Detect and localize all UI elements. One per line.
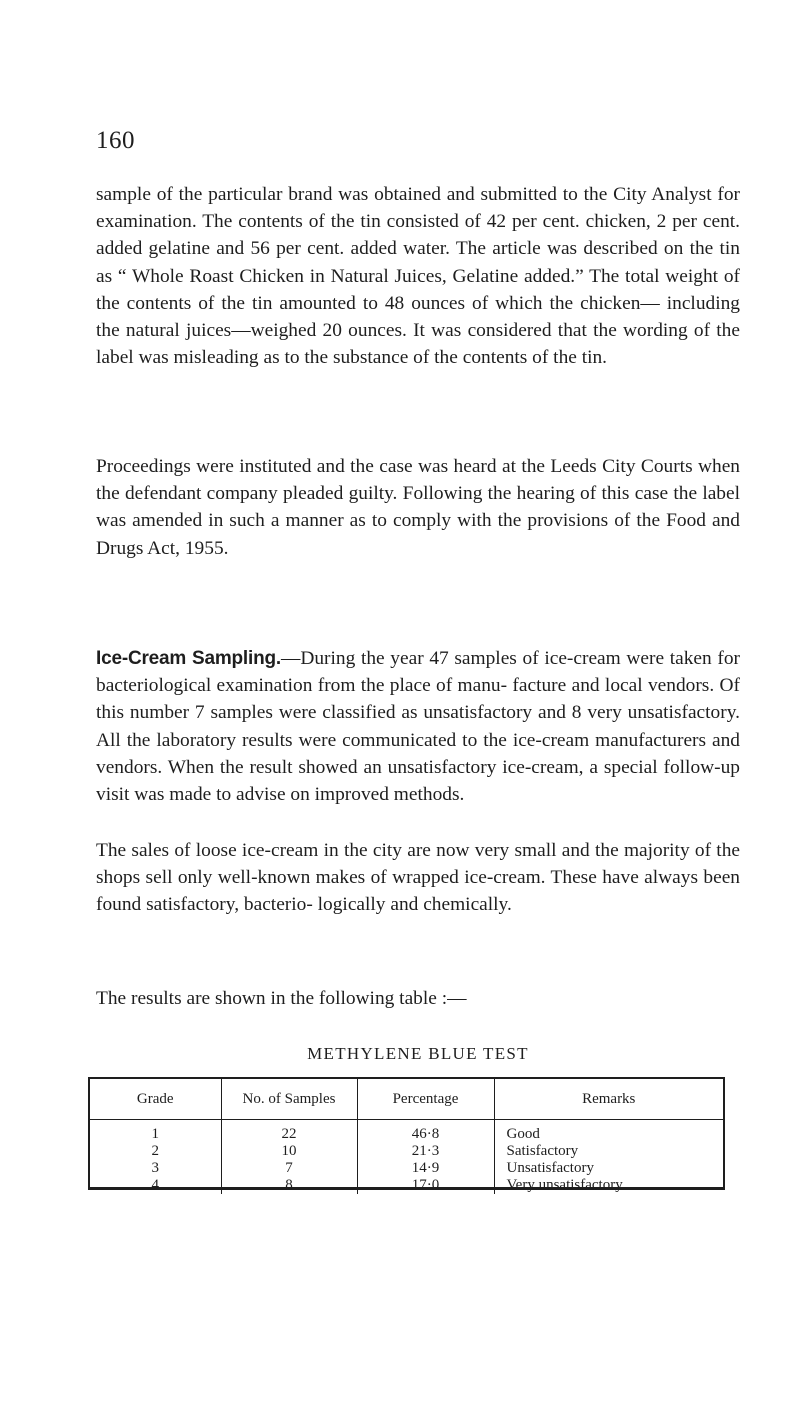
cell-grade: 1 bbox=[151, 1126, 159, 1142]
cell-samples: 22 bbox=[221, 1120, 357, 1144]
table-row bbox=[90, 1143, 723, 1160]
table-row bbox=[90, 1160, 723, 1177]
column-header-samples: No. of Samples bbox=[221, 1079, 357, 1120]
cell-grade: 3 bbox=[151, 1160, 159, 1176]
paragraph-ice-cream-sampling bbox=[96, 645, 740, 808]
cell-percentage: 21·3 bbox=[357, 1143, 494, 1160]
column-header-remarks: Remarks bbox=[494, 1079, 723, 1120]
paragraph-table-intro: The results are shown in the following table :— bbox=[96, 988, 467, 1009]
cell-percentage: 14·9 bbox=[357, 1160, 494, 1177]
cell-remarks: Unsatisfactory bbox=[494, 1160, 723, 1177]
column-header-grade: Grade bbox=[90, 1079, 221, 1120]
cell-remarks: Very unsatisfactory bbox=[494, 1177, 723, 1194]
cell-samples: 8 bbox=[221, 1177, 357, 1194]
paragraph-loose-ice-cream: The sales of loose ice-cream in the city are now very small and the majority of the shops sell only well-known makes of wrapped ice-cream. These have always been found satisfactory, bacterio- logically and chemically. bbox=[96, 840, 740, 916]
table-row bbox=[90, 1177, 723, 1194]
results-table-frame bbox=[88, 1077, 725, 1193]
cell-remarks: Satisfactory bbox=[494, 1143, 723, 1160]
paragraph-proceedings: Proceedings were instituted and the case was heard at the Leeds City Courts when the defendant company pleaded guilty. Following the hearing of this case the label was amended in such a manner as to comply with the provisions of the Food and Drugs Act, 1955. bbox=[96, 456, 740, 559]
paragraph-chicken-sample: sample of the particular brand was obtained and submitted to the City Analyst for examination. The contents of the tin consisted of 42 per cent. chicken, 2 per cent. added gelatine and 56 per cent. added water. The article was described on the tin as “ Whole Roast Chicken in Natural Juices, Gelatine added.” The total weight of the contents of the tin amounted to 48 ounces of which the chicken— including the natural juices—weighed 20 ounces. It was considered that the wording of the label was misleading as to the substance of the contents of the tin. bbox=[96, 184, 740, 369]
table-header-row bbox=[90, 1079, 723, 1120]
results-table bbox=[90, 1079, 723, 1194]
table-row bbox=[90, 1120, 723, 1144]
cell-grade: 4 bbox=[151, 1177, 159, 1193]
table-title: METHYLENE BLUE TEST bbox=[307, 1044, 529, 1063]
cell-samples: 10 bbox=[221, 1143, 357, 1160]
paragraph-ice-cream-sampling-body: —During the year 47 samples of ice-cream were taken for bacteriological examination from the place of manu- facture and local vendors. Of this number 7 samples were classified as unsatisfactory and 8 very unsatisfactory. All the laboratory results were communicated to the ice-cream manufacturers and vendors. When the result showed an unsatisfactory ice-cream, a special follow-up visit was made to advise on improved methods. bbox=[96, 648, 740, 806]
cell-percentage: 17·0 bbox=[357, 1177, 494, 1194]
page-number: 160 bbox=[96, 127, 135, 154]
section-heading-ice-cream-sampling: Ice-Cream Sampling. bbox=[96, 648, 281, 669]
cell-samples: 7 bbox=[221, 1160, 357, 1177]
cell-remarks: Good bbox=[494, 1120, 723, 1144]
column-header-percentage: Percentage bbox=[357, 1079, 494, 1120]
cell-percentage: 46·8 bbox=[357, 1120, 494, 1144]
cell-grade: 2 bbox=[151, 1143, 159, 1159]
